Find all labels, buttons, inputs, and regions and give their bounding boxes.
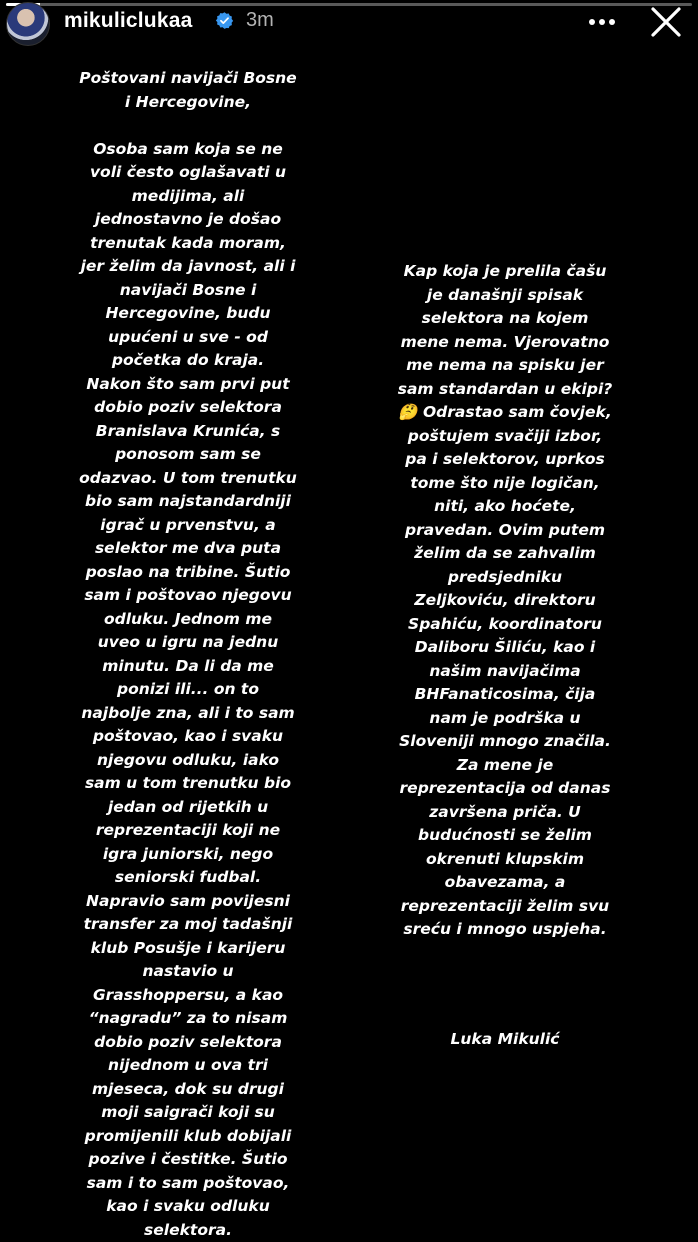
- story-header: [0, 0, 698, 48]
- verified-badge-icon: [215, 11, 234, 30]
- avatar[interactable]: [6, 2, 50, 46]
- username[interactable]: mikuliclukaa: [64, 9, 193, 32]
- post-time: 3m: [246, 9, 274, 31]
- close-x-icon[interactable]: [648, 4, 684, 40]
- letter-right-column: Kap koja je prelila čašu je današnji spisak selektora na kojem mene nema. Vjerovatno me nema na spisku jer sam standardan u ekipi? 🤔 Odrastao sam čovjek, poštujem svačiji izbor, pa i selektorov, uprkos tome što nije logičan, niti, ako hoćete, pravedan. Ovim putem želim da se zahvalim predsjedniku Zeljkoviću, direktoru Spahiću, koordinatoru Daliboru Šiliću, kao i našim navijačima BHFanaticosima, čija nam je podrška u Sloveniji mnogo značila. Za mene je reprezentacija od danas završena priča. U budućnosti se želim okrenuti klupskim obavezama, a reprezentaciji želim svu sreću i mnogo uspjeha.: [397, 262, 613, 938]
- more-dots-icon[interactable]: [583, 8, 621, 36]
- letter-left-column: Poštovani navijači Bosne i Hercegovine, Osoba sam koja se ne voli često oglašavati u medijima, ali jednostavno je došao trenutak kada moram, jer želim da javnost, ali i navijači Bosne i Hercegovine, budu upućeni u sve - od početka do kraja. Nakon što sam prvi put dobio poziv selektora Branislava Krunića, s ponosom sam se odazvao. U tom trenutku bio sam najstandardniji igrač u prvenstvu, a selektor me dva puta poslao na tribine. Šutio sam i poštovao njegovu odluku. Jednom me uveo u igru na jednu minutu. Da li da me ponizi ili... on to najbolje zna, ali i to sam poštovao, kao i svaku njegovu odluku, iako sam u tom trenutku bio jedan od rijetkih u reprezentaciji koji ne igra juniorski, nego seniorski fudbal. Napravio sam povijesni transfer za moj tadašnji klub Posušje i karijeru nastavio u Grasshoppersu, a kao “nagradu” za to nisam dobio poziv selektora nijednom u ova tri mjeseca, dok su drugi moji saigrači koji su promijenili klub dobijali pozive i čestitke. Šutio sam i to sam poštovao, kao i svaku odluku selektora.: [79, 69, 297, 1239]
- letter-signature: Luka Mikulić: [450, 1030, 560, 1048]
